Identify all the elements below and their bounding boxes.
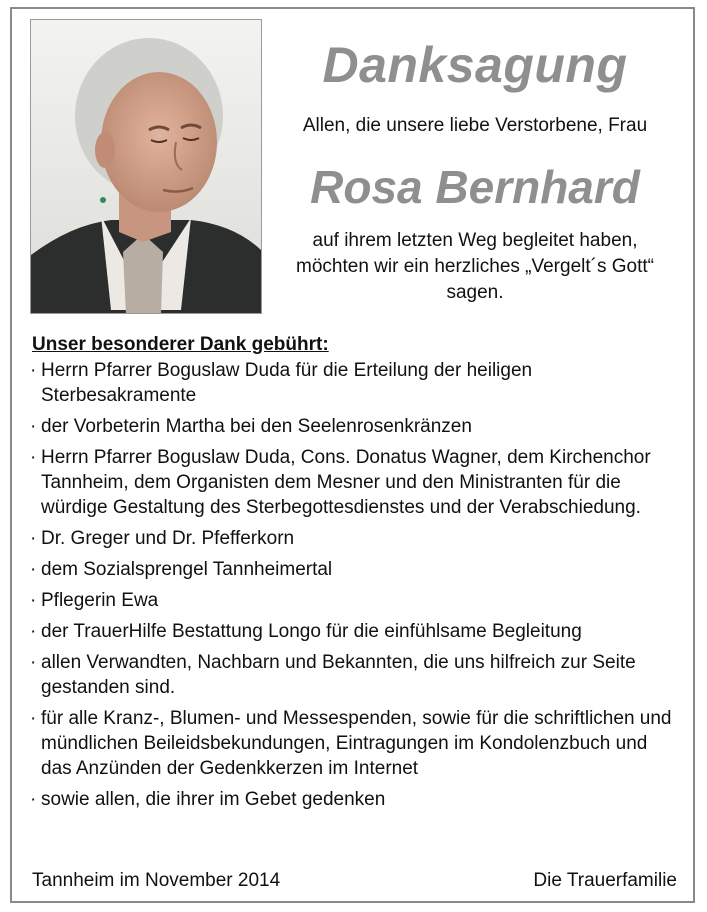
list-item-text: für alle Kranz-, Blumen- und Messespenden, sowie für die schriftlichen und mündlichen Beileidsbekundungen, Eintragungen im Kondolenzbuch und das Anzünden der Gedenkkerzen im Internet	[41, 708, 672, 779]
list-item-text: der TrauerHilfe Bestattung Longo für die einfühlsame Begleitung	[41, 621, 582, 642]
thanks-list	[30, 358, 680, 818]
list-item-text: Dr. Greger und Dr. Pfefferkorn	[41, 528, 295, 549]
bullet-glyph: ·	[30, 528, 37, 549]
bullet-glyph: ·	[30, 621, 37, 642]
bullet-glyph: ·	[30, 416, 37, 437]
list-item	[30, 619, 680, 644]
list-item-text: Pflegerin Ewa	[41, 590, 159, 611]
list-item-text: Herrn Pfarrer Boguslaw Duda, Cons. Donatus Wagner, dem Kirchenchor Tannheim, dem Organisten dem Mesner und den Ministranten für die würdige Gestaltung des Sterbegottesdienstes und der Verabschiedung.	[41, 447, 651, 518]
thanks-heading: Unser besonderer Dank gebührt:	[32, 334, 329, 355]
bullet-glyph: ·	[30, 360, 37, 381]
bullet-glyph: ·	[30, 447, 37, 468]
list-item-text: der Vorbeterin Martha bei den Seelenrosenkränzen	[41, 416, 472, 437]
list-item	[30, 526, 680, 551]
list-item	[30, 557, 680, 582]
deceased-name: Rosa Bernhard	[310, 161, 640, 213]
bullet-glyph: ·	[30, 789, 37, 810]
list-item	[30, 414, 680, 439]
thanks-sentence: auf ihrem letzten Weg begleitet haben, möchten wir ein herzliches „Vergelt´s Gott“ sagen.	[296, 230, 654, 303]
bullet-glyph: ·	[30, 590, 37, 611]
list-item-text: Herrn Pfarrer Boguslaw Duda für die Erteilung der heiligen Sterbesakramente	[41, 360, 533, 406]
list-item	[30, 358, 680, 408]
portrait-photo	[30, 19, 262, 314]
list-item-text: dem Sozialsprengel Tannheimertal	[41, 559, 333, 580]
list-item	[30, 787, 680, 812]
bullet-glyph: ·	[30, 708, 37, 729]
list-item	[30, 706, 680, 781]
bullet-glyph: ·	[30, 559, 37, 580]
list-item	[30, 588, 680, 613]
bullet-glyph: ·	[30, 652, 37, 673]
list-item	[30, 650, 680, 700]
list-item-text: allen Verwandten, Nachbarn und Bekannten, die uns hilfreich zur Seite gestanden sind.	[41, 652, 636, 698]
intro-text: Allen, die unsere liebe Verstorbene, Frau	[302, 115, 648, 136]
page-title: Danksagung	[322, 37, 628, 93]
place-date: Tannheim im November 2014	[32, 870, 281, 891]
signature-family: Die Trauerfamilie	[533, 870, 677, 891]
list-item	[30, 445, 680, 520]
list-item-text: sowie allen, die ihrer im Gebet gedenken	[41, 789, 386, 810]
